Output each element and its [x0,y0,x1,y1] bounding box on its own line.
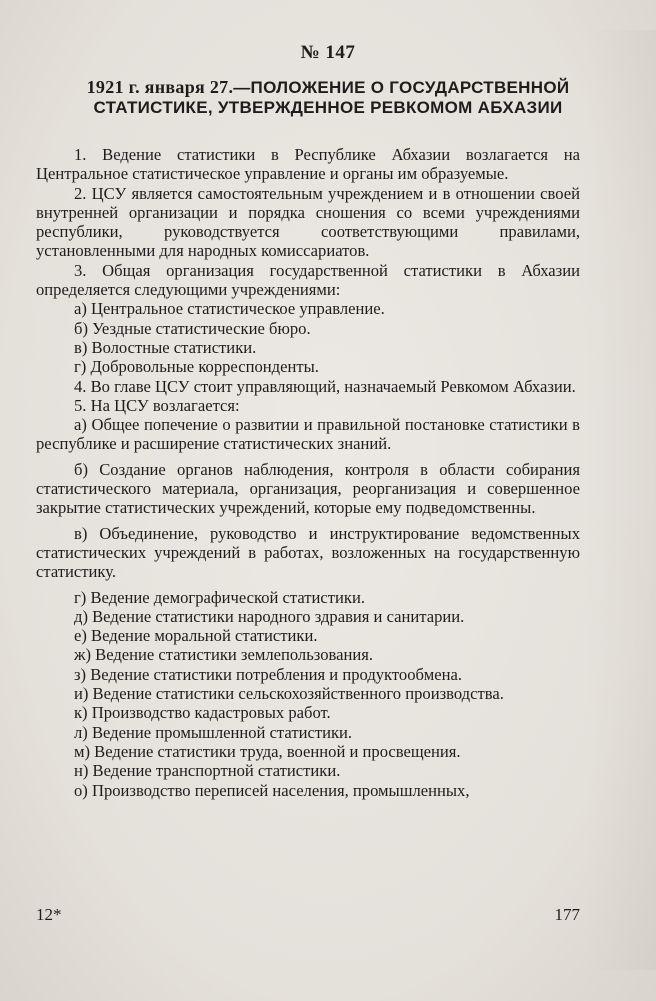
paragraph-1: 1. Ведение статистики в Республике Абхазии возлагается на Центральное статистическое управление и органы им образуемые. [36,145,580,184]
list-item-3a: а) Центральное статистическое управление. [74,299,385,319]
list-item-3g: г) Добровольные корреспонденты. [74,357,319,377]
list-item-5zh: ж) Ведение статистики землепользования. [74,645,374,665]
list-item-5m: м) Ведение статистики труда, военной и просвещения. [74,741,461,761]
list-item-5g: г) Ведение демографической статистики. [74,587,365,607]
list-item-5b: б) Создание органов наблюдения, контроля в области собирания статистического материала, организация, реорганизация и совершенное закрытие статистических учреждений, которые ему подведомственны. [36,459,580,518]
document-heading [38,77,618,118]
page-number: 177 [554,905,580,924]
paragraph-2: 2. ЦСУ является самостоятельным учреждением и в отношении своей внутренней организации и порядка сношения со всеми учреждениями республики, руководствуется соответствующими правилами, установленными для народных комиссариатов. [36,183,580,261]
list-item-5l: л) Ведение промышленной статистики. [74,722,353,742]
signature-mark: 12* [36,905,62,924]
list-item-5k: к) Производство кадастровых работ. [74,703,331,723]
paragraph-4: 4. Во главе ЦСУ стоит управляющий, назначаемый Ревкомом Абхазии. [74,376,576,396]
list-item-3b: б) Уездные статистические бюро. [74,318,311,338]
list-item-5e: е) Ведение моральной статистики. [74,626,318,646]
list-item-5v: в) Объединение, руководство и инструктирование ведомственных статистических учреждений в работах, возложенных на государственную статистику. [36,523,580,582]
list-item-5o: о) Производство переписей населения, промышленных, [74,780,470,800]
paragraph-3: 3. Общая организация государственной статистики в Абхазии определяется следующими учреждениями: [36,260,580,300]
document-title: —ПОЛОЖЕНИЕ О ГОСУДАРСТВЕННОЙ СТАТИСТИКЕ, УТВЕРЖДЕННОЕ РЕВКОМОМ АБХАЗИИ [93,78,570,117]
list-item-5i: и) Ведение статистики сельскохозяйственного производства. [74,684,504,704]
list-item-3v: в) Волостные статистики. [74,337,257,357]
list-item-5a: а) Общее попечение о развитии и правильной постановке статистики в республике и расширение статистических знаний. [36,415,580,454]
document-body [36,145,580,800]
paragraph-5: 5. На ЦСУ возлагается: [74,395,240,415]
document-date: 1921 г. января 27. [86,77,234,97]
list-item-5n: н) Ведение транспортной статистики. [74,761,341,781]
document-number: № 147 [300,42,356,63]
list-item-5d: д) Ведение статистики народного здравия и санитарии. [74,606,465,626]
list-item-5z: з) Ведение статистики потребления и продуктообмена. [74,664,463,684]
page-edge-shadow [586,30,656,970]
